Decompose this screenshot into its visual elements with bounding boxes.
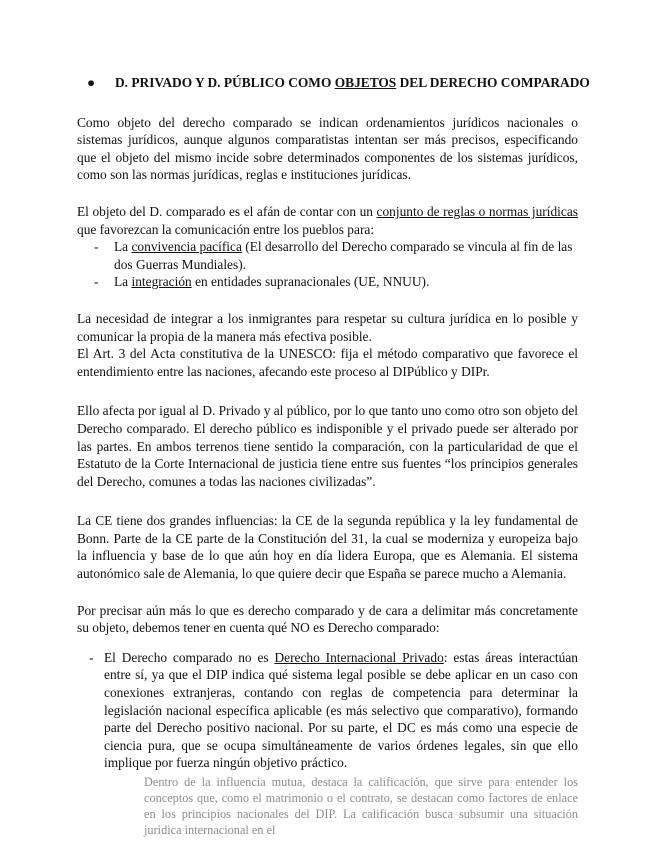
paragraph-objeto: Como objeto del derecho comparado se indican ordenamientos jurídicos nacionales o sistemas jurídicos, aunque algunos comparatistas intentan ser más precisos, especificando que el objeto del mismo incide sobre determinados componentes de los sistemas jurídicos, como son las normas jurídicas, reglas e instituciones jurídicas.	[77, 114, 578, 183]
paragraph-text: que favorezcan la comunicación entre los pueblos para:	[77, 221, 375, 237]
paragraph-inmigrantes: La necesidad de integrar a los inmigrantes para respetar su cultura jurídica en lo posible y comunicar la propia de la manera más efectiva posible.	[77, 310, 578, 344]
list-item-text: en entidades supranacionales (UE, NNUU).	[191, 274, 430, 290]
paragraph-que-no-es: Por precisar aún más lo que es derecho comparado y de cara a delimitar más concretamente su objeto, debemos tener en cuenta qué NO es Derecho comparado:	[77, 602, 578, 636]
list-item-text: (El desarrollo del Derecho comparado se vincula al fin de las dos Guerras Mundiales).	[114, 239, 573, 272]
paragraph-privado-publico: Ello afecta por igual al D. Privado y al público, por lo que tanto uno como otro son objeto del Derecho comparado. El derecho público es indisponible y el privado puede ser alterado por las partes. En ambos terrenos tiene sentido la comparación, con la particularidad de que el Estatuto de la Corte Internacional de justicia tiene entre sus fuentes “los principios generales del Derecho, comunes a todas las naciones civilizadas”.	[77, 403, 578, 489]
underlined-phrase: Derecho Internacional Privado	[274, 649, 444, 665]
purpose-list	[77, 238, 578, 291]
list-item-text: La	[114, 274, 132, 290]
underlined-phrase: integración	[131, 274, 192, 290]
list-item-text: La	[114, 239, 132, 255]
heading-text-end: DEL DERECHO COMPARADO	[396, 75, 590, 90]
dash-marker: -	[89, 649, 94, 665]
dash-marker: -	[94, 239, 99, 255]
dash-marker: -	[94, 274, 99, 290]
document-page	[77, 74, 590, 838]
not-comparative-list-item	[77, 649, 578, 838]
heading-text-start: D. PRIVADO Y D. PÚBLICO COMO	[115, 75, 335, 90]
list-item	[77, 273, 578, 291]
heading-underlined-word: OBJETOS	[334, 75, 397, 90]
section-heading	[77, 74, 590, 92]
paragraph-unesco: El Art. 3 del Acta constitutiva de la UNESCO: fija el método comparativo que favorece el entendimiento entre las naciones, afecando este proceso al DIPúblico y DIPr.	[77, 346, 578, 379]
list-item-text: : estas áreas interactúan entre sí, ya que el DIP indica qué sistema legal posible se debe aplicar en un caso con conexiones extranjeras, contando con reglas de competencia para determinar la legislación nacional específica aplicable (es más selectivo que comparativo), formando parte del Derecho positivo nacional. Por su parte, el DC es más como una especie de ciencia pura, que se ocupa simultáneamente de varios órdenes legales, sin que ello implique por fuerza ningún objetivo práctico.	[104, 649, 578, 771]
list-item-text: El Derecho comparado no es	[104, 649, 275, 665]
paragraph-conjunto-reglas	[77, 203, 578, 238]
list-item	[77, 238, 578, 273]
list-item-text-block	[104, 649, 578, 772]
underlined-phrase: convivencia pacífica	[131, 239, 242, 255]
grey-note-text: Dentro de la influencia mutua, destaca la calificación, que sirve para entender los conceptos que, como el matrimonio o el contrato, se destacan como factores de enlace en los principios nacionales del DIP. La calificación busca subsumir una situación jurídica internacional en el	[144, 775, 578, 837]
paragraph-text: El objeto del D. comparado es el afán de contar con un	[77, 203, 377, 219]
paragraph-influencias-ce: La CE tiene dos grandes influencias: la CE de la segunda república y la ley fundamental de Bonn. Parte de la CE parte de la Constitución del 31, la cual se moderniza y europeiza bajo la influencia y base de lo que aún hoy en día lidera Europa, que es Alemania. El sistema autonómico sale de Alemania, lo que quiere decir que España se parece mucho a Alemania.	[77, 513, 578, 582]
bullet-icon: ●	[87, 75, 96, 90]
underlined-phrase: conjunto de reglas o normas jurídicas	[376, 203, 579, 219]
